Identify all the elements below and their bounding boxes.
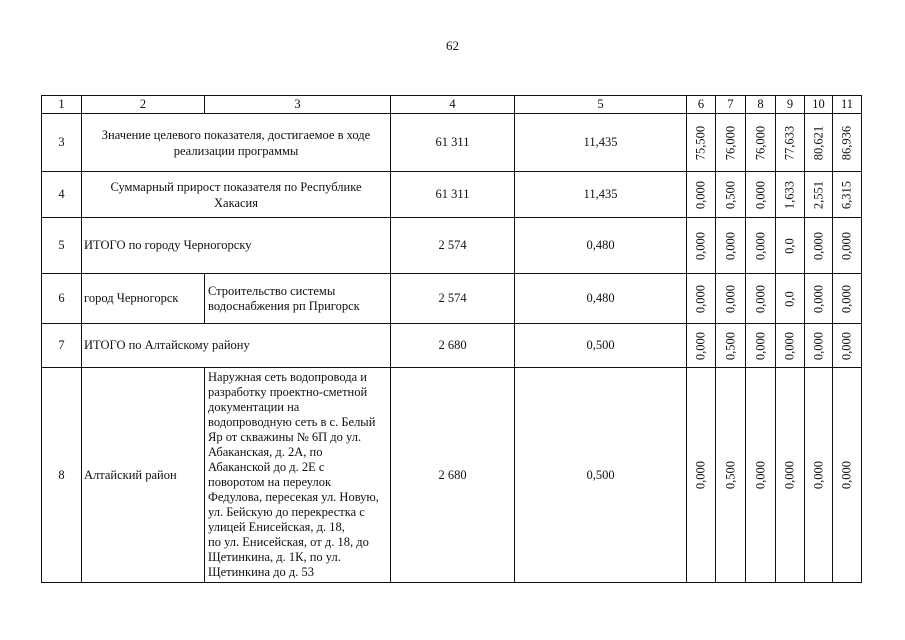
year-cell <box>833 218 862 274</box>
header-cell: 3 <box>205 96 391 114</box>
header-cell: 4 <box>391 96 515 114</box>
year-value: 0,000 <box>723 231 737 260</box>
cell-col5: 11,435 <box>515 114 687 172</box>
year-value: 0,000 <box>693 231 708 260</box>
indicator-label: ИТОГО по городу Черногорску <box>82 218 391 274</box>
cell-col4: 2 574 <box>391 274 515 324</box>
year-value: 0,000 <box>753 231 767 260</box>
year-cell <box>805 324 833 368</box>
year-value: 0,0 <box>782 290 797 307</box>
table-row <box>42 274 862 324</box>
row-number: 5 <box>42 218 82 274</box>
year-value: 0,000 <box>753 460 767 490</box>
year-cell <box>833 324 862 368</box>
table-row <box>42 324 862 368</box>
year-value: 0,000 <box>811 331 825 360</box>
year-cell <box>687 368 716 583</box>
year-value: 0,000 <box>811 460 825 490</box>
year-cell <box>746 218 776 274</box>
year-cell <box>776 324 805 368</box>
description-line: Абаканской до д. 2Е с <box>208 460 325 474</box>
year-cell <box>687 274 716 324</box>
indicator-label: Значение целевого показателя, достигаемое в ходе реализации программы <box>82 114 391 172</box>
year-cell <box>833 114 862 172</box>
row-number: 3 <box>42 114 82 172</box>
header-cell: 2 <box>82 96 205 114</box>
table-row <box>42 114 862 172</box>
year-cell <box>746 274 776 324</box>
header-cell: 10 <box>805 96 833 114</box>
year-cell <box>746 114 776 172</box>
table-row <box>42 218 862 274</box>
year-value: 80,621 <box>811 125 825 160</box>
cell-col4: 61 311 <box>391 114 515 172</box>
year-value: 0,000 <box>839 231 854 260</box>
year-cell <box>687 172 716 218</box>
year-value: 0,000 <box>753 331 767 360</box>
year-value: 0,000 <box>753 284 767 313</box>
description-line: ул. Бейскую до перекрестка с <box>208 505 365 519</box>
row-number: 7 <box>42 324 82 368</box>
year-cell <box>716 274 746 324</box>
year-cell <box>716 324 746 368</box>
description-line: Щетинкина, д. 1К, по ул. <box>208 550 341 564</box>
year-cell <box>776 274 805 324</box>
cell-col4: 2 680 <box>391 324 515 368</box>
year-value: 1,633 <box>782 180 797 209</box>
table-row <box>42 172 862 218</box>
year-value: 2,551 <box>811 180 825 209</box>
cell-col4: 2 574 <box>391 218 515 274</box>
year-value: 0,000 <box>693 180 708 209</box>
year-value: 0,000 <box>753 180 767 209</box>
year-value: 0,500 <box>723 331 737 360</box>
description-line: Наружная сеть водопровода и <box>208 370 367 384</box>
project-description <box>205 368 391 583</box>
year-cell <box>805 114 833 172</box>
cell-col5: 0,500 <box>515 324 687 368</box>
header-cell: 7 <box>716 96 746 114</box>
year-cell <box>776 172 805 218</box>
header-cell: 8 <box>746 96 776 114</box>
year-cell <box>805 172 833 218</box>
year-cell <box>716 218 746 274</box>
description-line: Яр от скважины № 6П до ул. <box>208 430 362 444</box>
description-line: по ул. Енисейская, от д. 18, до <box>208 535 369 549</box>
year-value: 77,633 <box>782 125 797 160</box>
year-cell <box>805 368 833 583</box>
year-value: 0,000 <box>693 460 708 490</box>
year-value: 0,000 <box>839 331 854 360</box>
year-value: 0,000 <box>693 284 708 313</box>
year-cell <box>805 274 833 324</box>
year-value: 76,000 <box>753 125 767 160</box>
year-cell <box>833 274 862 324</box>
row-number: 6 <box>42 274 82 324</box>
header-cell: 9 <box>776 96 805 114</box>
row-number: 8 <box>42 368 82 583</box>
year-value: 0,000 <box>811 284 825 313</box>
year-cell <box>776 114 805 172</box>
description-line: документации на <box>208 400 300 414</box>
year-value: 0,500 <box>723 180 737 209</box>
year-cell <box>746 172 776 218</box>
header-cell: 11 <box>833 96 862 114</box>
year-cell <box>687 114 716 172</box>
table-row <box>42 368 862 583</box>
indicator-label: Суммарный прирост показателя по Республике Хакасия <box>82 172 391 218</box>
municipality-name: Алтайский район <box>82 368 205 583</box>
header-cell: 6 <box>687 96 716 114</box>
year-value: 0,000 <box>693 331 708 360</box>
description-line: водопроводную сеть в с. Белый <box>208 415 376 429</box>
year-value: 0,000 <box>723 284 737 313</box>
year-value: 0,000 <box>782 460 797 490</box>
cell-col4: 2 680 <box>391 368 515 583</box>
cell-col5: 0,480 <box>515 218 687 274</box>
page-number: 62 <box>446 38 459 53</box>
project-description: Строительство системы водоснабжения рп Пригорск <box>205 274 391 324</box>
description-line: Абаканская, д. 2А, по <box>208 445 323 459</box>
year-value: 75,500 <box>693 125 708 160</box>
year-value: 76,000 <box>723 125 737 160</box>
year-cell <box>833 368 862 583</box>
header-cell: 1 <box>42 96 82 114</box>
year-value: 86,936 <box>839 125 854 160</box>
municipality-name: город Черногорск <box>82 274 205 324</box>
cell-col5: 11,435 <box>515 172 687 218</box>
description-line: улицей Енисейская, д. 18, <box>208 520 345 534</box>
cell-col5: 0,500 <box>515 368 687 583</box>
year-cell <box>716 368 746 583</box>
year-value: 6,315 <box>839 180 854 209</box>
year-cell <box>833 172 862 218</box>
row-number: 4 <box>42 172 82 218</box>
description-line: поворотом на переулок <box>208 475 332 489</box>
data-table <box>41 95 862 583</box>
header-cell: 5 <box>515 96 687 114</box>
year-cell <box>746 324 776 368</box>
year-value: 0,000 <box>811 231 825 260</box>
year-cell <box>687 324 716 368</box>
year-cell <box>687 218 716 274</box>
description-line: Федулова, пересекая ул. Новую, <box>208 490 379 504</box>
year-value: 0,0 <box>782 237 797 254</box>
year-cell <box>776 218 805 274</box>
year-cell <box>746 368 776 583</box>
year-cell <box>716 114 746 172</box>
year-cell <box>716 172 746 218</box>
cell-col5: 0,480 <box>515 274 687 324</box>
year-value: 0,500 <box>723 460 737 490</box>
year-value: 0,000 <box>782 331 797 360</box>
year-value: 0,000 <box>839 284 854 313</box>
description-line: разработку проектно-сметной <box>208 385 368 399</box>
year-value: 0,000 <box>839 460 854 490</box>
year-cell <box>805 218 833 274</box>
indicator-label: ИТОГО по Алтайскому району <box>82 324 391 368</box>
year-cell <box>776 368 805 583</box>
header-row <box>42 96 862 114</box>
cell-col4: 61 311 <box>391 172 515 218</box>
description-line: Щетинкина до д. 53 <box>208 565 314 579</box>
